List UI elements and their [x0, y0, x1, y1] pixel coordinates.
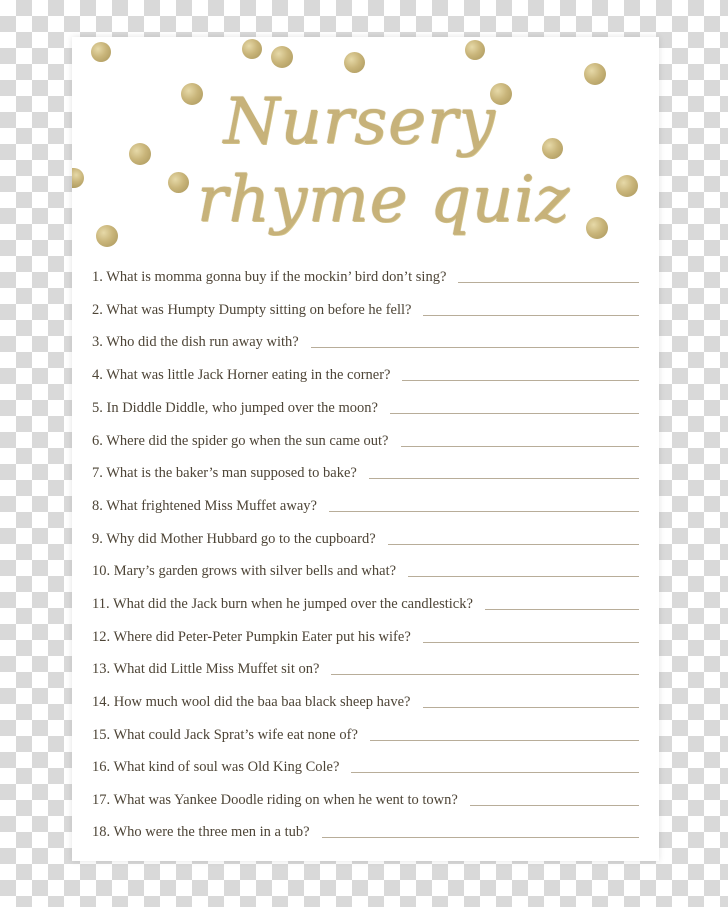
question-row [92, 583, 639, 613]
question-row [92, 256, 639, 286]
question-row [92, 289, 639, 319]
question-text: 15. What could Jack Sprat’s wife eat none of? [92, 727, 358, 743]
question-text: 3. Who did the dish run away with? [92, 334, 299, 350]
gold-dot-icon [584, 63, 606, 85]
gold-dot-icon [271, 46, 293, 68]
question-row [92, 648, 639, 678]
answer-line[interactable] [423, 707, 640, 708]
answer-line[interactable] [458, 282, 639, 283]
question-text: 16. What kind of soul was Old King Cole? [92, 759, 340, 775]
question-row [92, 746, 639, 776]
answer-line[interactable] [322, 837, 639, 838]
question-row [92, 321, 639, 351]
quiz-card [72, 37, 659, 861]
question-row [92, 714, 639, 744]
gold-dot-icon [465, 40, 485, 60]
question-text: 5. In Diddle Diddle, who jumped over the moon? [92, 400, 378, 416]
answer-line[interactable] [370, 740, 639, 741]
question-text: 2. What was Humpty Dumpty sitting on before he fell? [92, 302, 412, 318]
answer-line[interactable] [423, 642, 639, 643]
question-text: 7. What is the baker’s man supposed to bake? [92, 465, 357, 481]
question-row [92, 354, 639, 384]
question-text: 1. What is momma gonna buy if the mockin’ bird don’t sing? [92, 269, 447, 285]
question-text: 8. What frightened Miss Muffet away? [92, 498, 317, 514]
title-line-2: rhyme quiz [196, 163, 571, 237]
answer-line[interactable] [390, 413, 639, 414]
answer-line[interactable] [423, 315, 639, 316]
question-row [92, 811, 639, 841]
question-text: 14. How much wool did the baa baa black sheep have? [92, 694, 411, 710]
answer-line[interactable] [408, 576, 639, 577]
question-row [92, 387, 639, 417]
answer-line[interactable] [351, 772, 639, 773]
question-text: 6. Where did the spider go when the sun came out? [92, 433, 389, 449]
answer-line[interactable] [331, 674, 639, 675]
answer-line[interactable] [369, 478, 639, 479]
gold-dot-icon [344, 52, 365, 73]
answer-line[interactable] [401, 446, 640, 447]
question-text: 12. Where did Peter-Peter Pumpkin Eater put his wife? [92, 629, 411, 645]
question-row [92, 681, 639, 711]
gold-dot-icon [242, 39, 262, 59]
answer-line[interactable] [485, 609, 639, 610]
title-line-1: Nursery [223, 85, 496, 159]
answer-line[interactable] [329, 511, 639, 512]
question-row [92, 616, 639, 646]
answer-line[interactable] [470, 805, 639, 806]
gold-dot-icon [91, 42, 111, 62]
question-text: 13. What did Little Miss Muffet sit on? [92, 661, 320, 677]
question-text: 9. Why did Mother Hubbard go to the cupboard? [92, 531, 376, 547]
gold-dot-icon [72, 168, 84, 188]
question-text: 11. What did the Jack burn when he jumped over the candlestick? [92, 596, 473, 612]
question-row [92, 779, 639, 809]
question-text: 4. What was little Jack Horner eating in the corner? [92, 367, 391, 383]
question-row [92, 485, 639, 515]
question-row [92, 420, 639, 450]
question-row [92, 452, 639, 482]
question-row [92, 550, 639, 580]
answer-line[interactable] [388, 544, 639, 545]
question-text: 18. Who were the three men in a tub? [92, 824, 310, 840]
answer-line[interactable] [311, 347, 639, 348]
question-text: 17. What was Yankee Doodle riding on when he went to town? [92, 792, 458, 808]
answer-line[interactable] [402, 380, 639, 381]
question-row [92, 518, 639, 548]
question-text: 10. Mary’s garden grows with silver bells and what? [92, 563, 397, 579]
